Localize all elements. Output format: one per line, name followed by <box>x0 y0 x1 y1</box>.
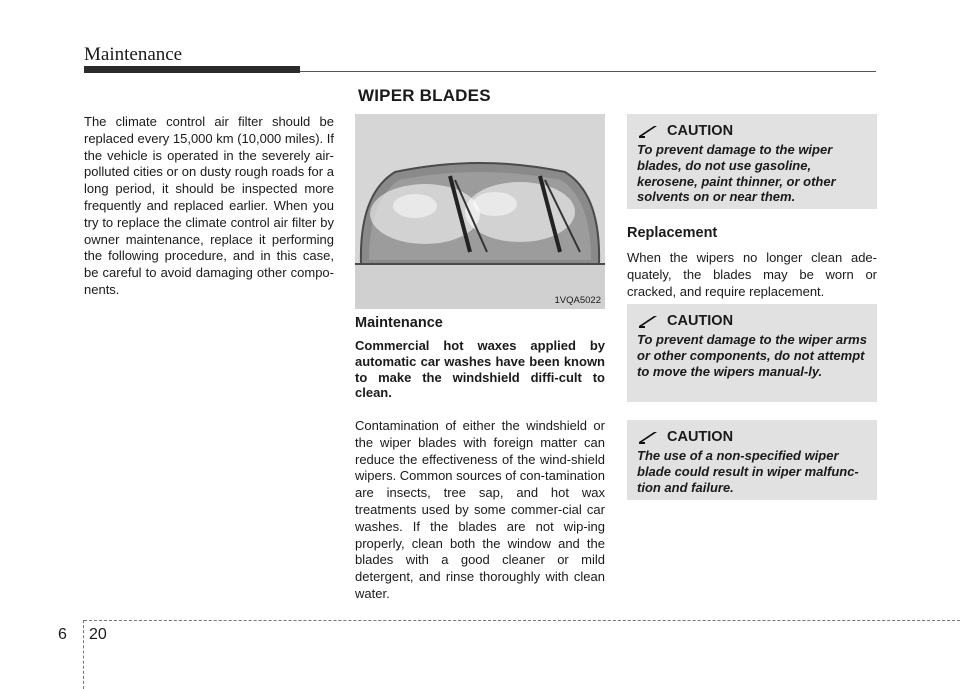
header-bar <box>84 66 300 73</box>
caution-box-solvents <box>627 114 877 209</box>
wiper-illustration <box>355 114 605 309</box>
page-title: WIPER BLADES <box>358 86 491 105</box>
caution-text: To prevent damage to the wiper arms or other components, do not attempt to move the wipers manual-ly. <box>637 332 867 379</box>
figure-code: 1VQA5022 <box>554 295 601 306</box>
footer-divider <box>83 620 84 689</box>
pencil-icon <box>637 314 659 328</box>
caution-text: The use of a non-specified wiper blade could result in wiper malfunc-tion and failure. <box>637 448 859 495</box>
replacement-heading: Replacement <box>627 225 718 241</box>
caution-text: To prevent damage to the wiper blades, do not use gasoline, kerosene, paint thinner, or other solvents on or near them. <box>637 142 836 205</box>
footer-rule <box>84 620 960 621</box>
caution-box-manual <box>627 304 877 402</box>
section-header-title: Maintenance <box>84 44 183 65</box>
replacement-paragraph: When the wipers no longer clean ade-quately, the blades may be worn or cracked, and require replacement. <box>627 250 877 299</box>
header-rule <box>300 71 876 72</box>
caution-label: CAUTION <box>667 313 734 329</box>
caution-box-nonspecified <box>627 420 877 500</box>
pencil-icon <box>637 430 659 444</box>
caution-label: CAUTION <box>667 429 734 445</box>
maintenance-heading: Maintenance <box>355 315 443 331</box>
chapter-number: 6 <box>58 626 67 643</box>
maintenance-paragraph: Contamination of either the windshield or the wiper blades with foreign matter can reduce the effectiveness of the wind-shield wipers. Common sources of con-tamination are insects, tree sap, and hot wax treatments used by some commer-cial car washes. If the blades are not wip-ing properly, clean both the window and the blades with a good cleaner or mild detergent, and rinse thoroughly with clean water. <box>355 418 605 601</box>
caution-label: CAUTION <box>667 123 734 139</box>
page-number: 20 <box>89 626 107 643</box>
pencil-icon <box>637 124 659 138</box>
windshield-wiper-icon <box>355 114 605 309</box>
air-filter-paragraph: The climate control air filter should be replaced every 15,000 km (10,000 miles). If the vehicle is operated in the severely air-polluted cities or on dusty rough roads for a long period, it should be inspected more frequently and replaced earlier. When you try to replace the climate control air filter by owner maintenance, replace it performing the following procedure, and in this case, be careful to avoid damaging other compo-nents. <box>84 114 335 297</box>
hot-wax-warning: Commercial hot waxes applied by automatic car washes have been known to make the windshield diffi-cult to clean. <box>355 338 605 401</box>
